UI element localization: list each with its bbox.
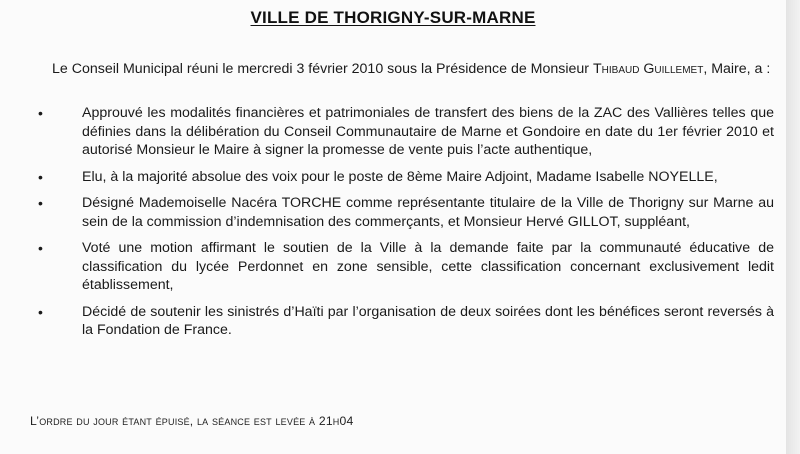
list-item	[30, 303, 774, 340]
intro-text-end: , Maire, a :	[703, 61, 771, 77]
document-title: VILLE DE THORIGNY-SUR-MARNE	[250, 8, 536, 27]
bullet-icon: •	[38, 240, 43, 256]
list-item	[30, 104, 774, 160]
list-item	[30, 239, 774, 295]
bullet-icon: •	[38, 195, 43, 211]
intro-paragraph	[52, 60, 772, 79]
list-item-text: Voté une motion affirmant le soutien de la Ville à la demande faite par la communauté éducative de classification du lycée Perdonnet en zone sensible, cette classification concernant exclusivement ledit établissement,	[82, 240, 774, 293]
bullet-icon: •	[38, 105, 43, 121]
president-name: Thibaud Guillemet	[592, 61, 704, 77]
closing-statement: L’ordre du jour étant épuisé, la séance est levée à 21h04	[30, 414, 354, 428]
list-item-text: Approuvé les modalités financières et patrimoniales de transfert des biens de la ZAC des Vallières telles que définies dans la délibération du Conseil Communautaire de Marne et Gondoire en date du 1er février 2010 et autorisé Monsieur le Maire à signer la promesse de vente puis l’acte authentique,	[82, 105, 774, 158]
list-item-text: Décidé de soutenir les sinistrés d’Haïti par l’organisation de deux soirées dont les bénéfices seront reversés à la Fondation de France.	[82, 303, 774, 338]
list-item-text: Désigné Mademoiselle Nacéra TORCHE comme représentante titulaire de la Ville de Thorigny sur Marne au sein de la commission d’indemnisation des commerçants, et Monsieur Hervé GILLOT, suppléant,	[82, 195, 774, 230]
decision-list	[30, 104, 774, 340]
bullet-icon: •	[38, 168, 43, 185]
scan-edge	[786, 0, 800, 454]
bullet-icon: •	[38, 303, 43, 320]
list-item	[30, 168, 774, 187]
intro-text-start: Le Conseil Municipal réuni le mercredi 3 février 2010 sous la Présidence de Monsieur	[52, 61, 593, 77]
list-item	[30, 194, 774, 231]
list-item-text: Elu, à la majorité absolue des voix pour le poste de 8ème Maire Adjoint, Madame Isabelle NOYELLE,	[82, 168, 718, 185]
